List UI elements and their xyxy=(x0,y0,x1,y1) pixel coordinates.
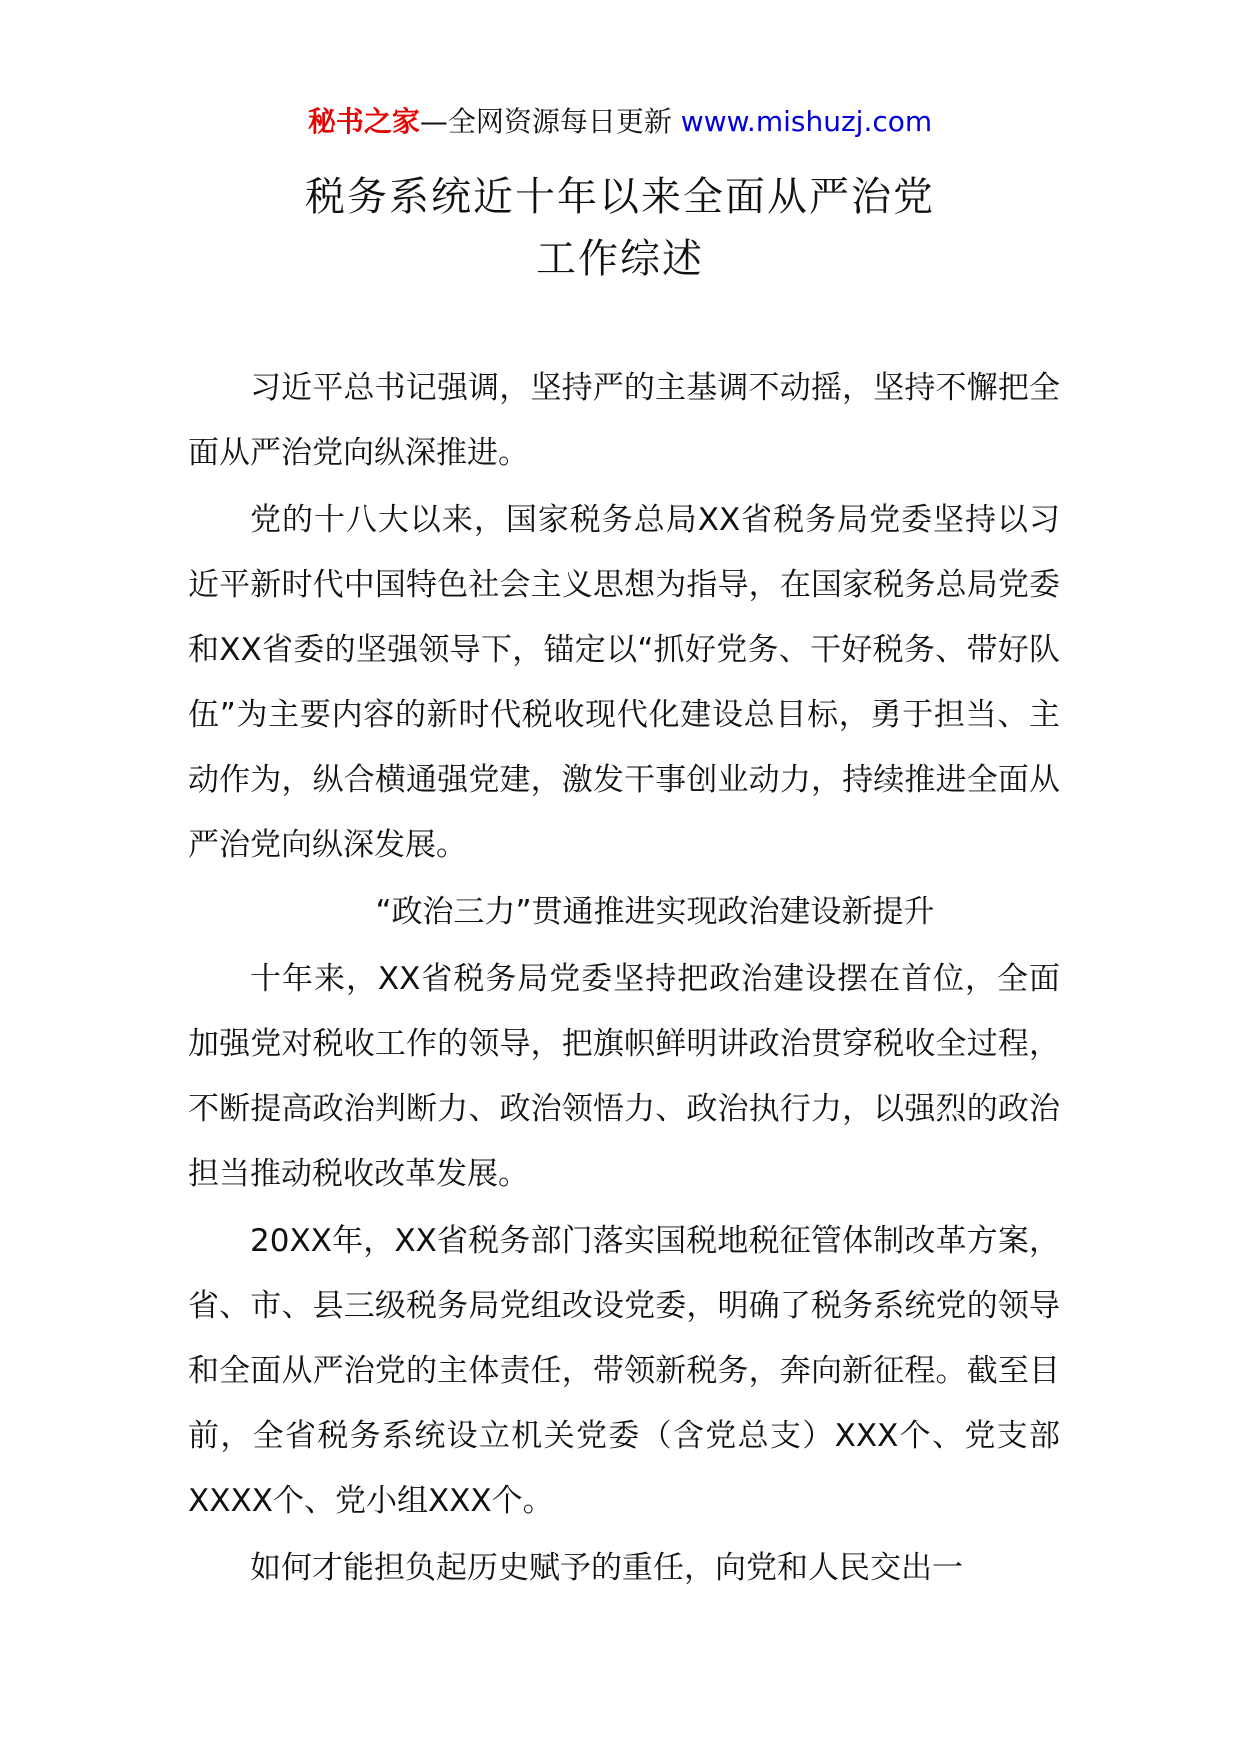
site-url-link[interactable]: www.mishuzj.com xyxy=(680,105,933,138)
header-tagline: —全网资源每日更新 xyxy=(419,105,672,138)
paragraph: 如何才能担负起历史赋予的重任，向党和人民交出一 xyxy=(250,1550,963,1586)
paragraph: 20XX年，XX省税务部门落实国税地税征管体制改革方案，省、市、县三级税务局党组改设党委，明确了税务系统党的领导和全面从严治党的主体责任，带领新税务，奔向新征程。截至目前，全省税务系统设立机关党委（含党总支）XXX个、党支部XXXX个、党小组XXX个。 xyxy=(188,1223,1060,1519)
section-heading: “政治三力”贯通推进实现政治建设新提升 xyxy=(375,894,935,930)
title-line-1: 税务系统近十年以来全面从严治党 xyxy=(305,174,935,220)
site-header xyxy=(0,102,1240,142)
brand-name: 秘书之家 xyxy=(307,105,420,138)
document-title xyxy=(0,166,1240,290)
paragraph: 十年来，XX省税务局党委坚持把政治建设摆在首位，全面加强党对税收工作的领导，把旗帜鲜明讲政治贯穿税收全过程，不断提高政治判断力、政治领悟力、政治执行力，以强烈的政治担当推动税收改革发展。 xyxy=(188,961,1060,1192)
paragraph: 习近平总书记强调，坚持严的主基调不动摇，坚持不懈把全面从严治党向纵深推进。 xyxy=(188,370,1060,471)
paragraph: 党的十八大以来，国家税务总局XX省税务局党委坚持以习近平新时代中国特色社会主义思想为指导，在国家税务总局党委和XX省委的坚强领导下，锚定以“抓好党务、干好税务、带好队伍”为主要内容的新时代税收现代化建设总目标，勇于担当、主动作为，纵合横通强党建，激发干事创业动力，持续推进全面从严治党向纵深发展。 xyxy=(188,502,1060,863)
title-line-2: 工作综述 xyxy=(536,236,704,282)
document-body xyxy=(188,356,1060,1601)
